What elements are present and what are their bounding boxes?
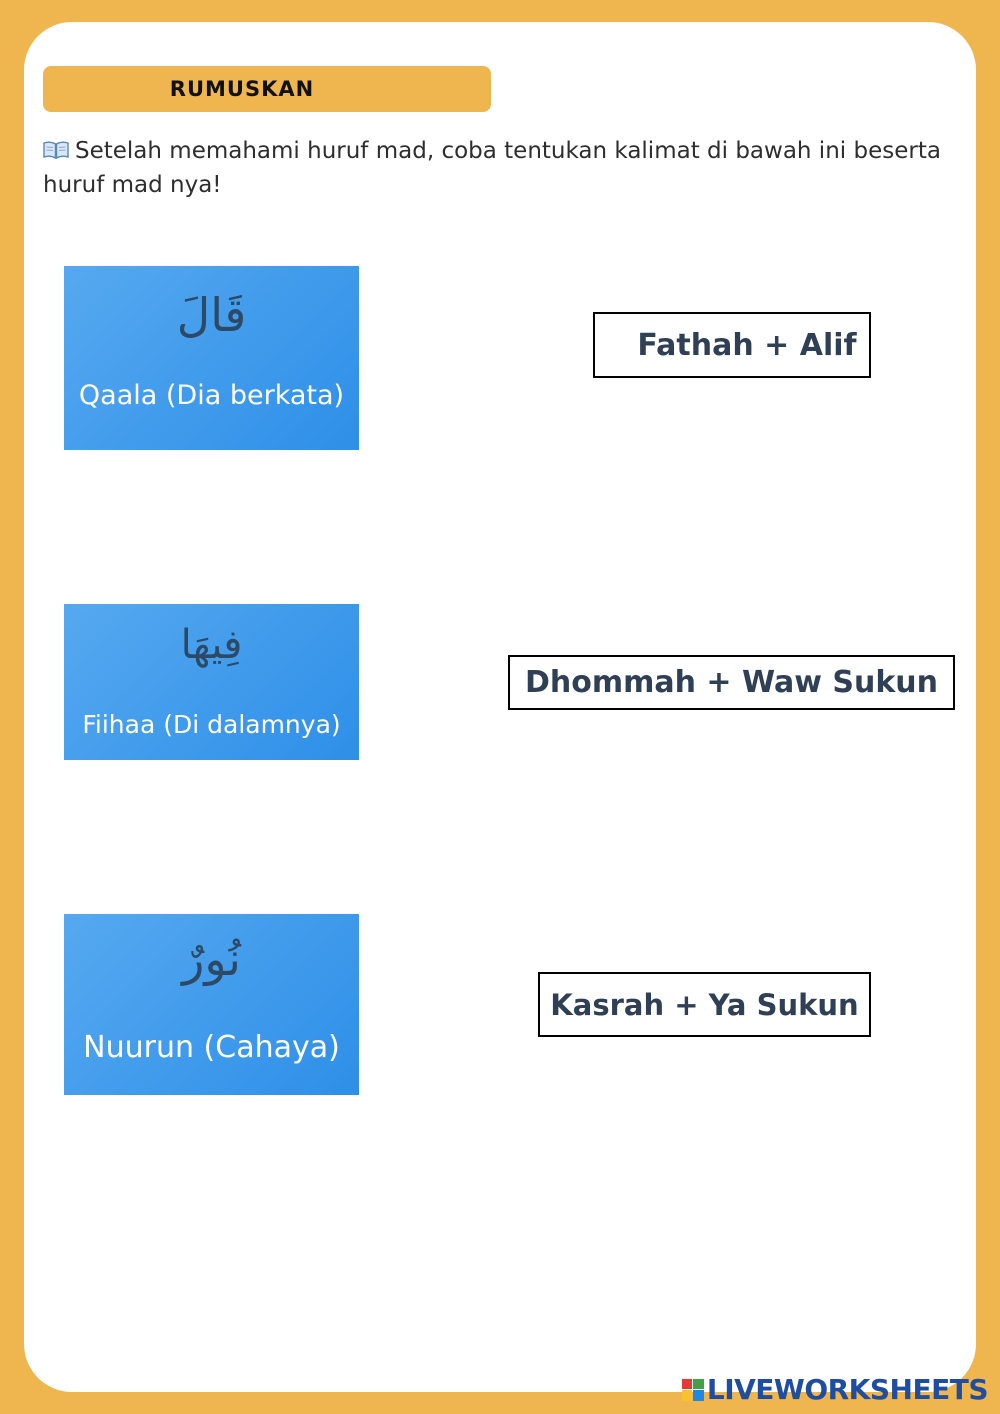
word-card-fiihaa[interactable] — [64, 604, 359, 760]
answer-box-fathah-alif[interactable] — [593, 312, 871, 378]
section-title-bar — [43, 66, 491, 112]
answer-label: Dhommah + Waw Sukun — [524, 665, 939, 700]
brand-name: LIVEWORKSHEETS — [706, 1373, 988, 1406]
section-title: RUMUSKAN — [169, 77, 315, 101]
card-arabic-word: فِيهَا — [180, 622, 243, 668]
liveworksheets-logo — [682, 1373, 988, 1406]
card-transliteration: Fiihaa (Di dalamnya) — [82, 710, 341, 739]
card-transliteration: Qaala (Dia berkata) — [78, 380, 345, 411]
answer-box-dhommah-waw[interactable] — [508, 655, 955, 710]
card-arabic-word: قَالَ — [176, 288, 247, 342]
answer-label: Fathah + Alif — [637, 327, 857, 363]
liveworksheets-mark-icon — [682, 1379, 704, 1401]
open-book-icon — [43, 135, 69, 153]
card-arabic-word: نُورٌ — [182, 932, 241, 986]
word-card-qaala[interactable] — [64, 266, 359, 450]
word-card-nuurun[interactable] — [64, 914, 359, 1095]
answer-box-kasrah-ya[interactable] — [538, 972, 871, 1037]
answer-label: Kasrah + Ya Sukun — [550, 987, 859, 1022]
card-transliteration: Nuurun (Cahaya) — [83, 1030, 340, 1065]
instruction-text-block — [43, 134, 943, 202]
instruction-text: Setelah memahami huruf mad, coba tentukan kalimat di bawah ini beserta huruf mad nya! — [43, 138, 941, 198]
